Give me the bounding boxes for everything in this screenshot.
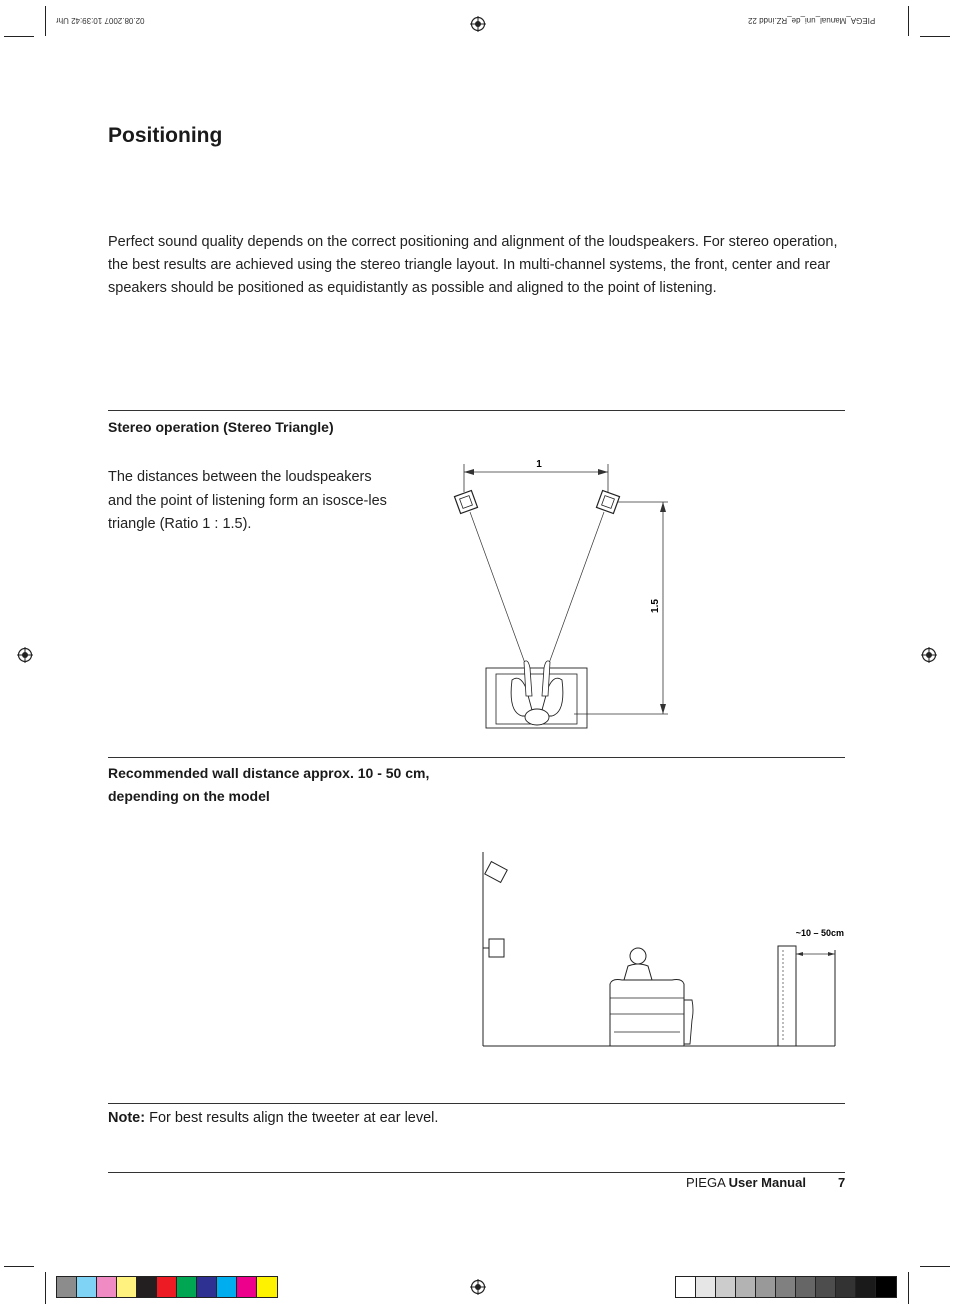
color-swatch xyxy=(57,1277,77,1297)
color-swatch xyxy=(157,1277,177,1297)
crop-mark xyxy=(4,1266,34,1267)
depth-dimension-label: 1.5 xyxy=(650,599,661,613)
crop-mark xyxy=(920,36,950,37)
color-swatch xyxy=(856,1277,876,1297)
stereo-description: The distances between the loudspeakers and the point of listening form an isosce-les triangle (Ratio 1 : 1.5). xyxy=(108,469,387,532)
listener-armchair-icon xyxy=(610,948,693,1046)
ceiling-speaker-icon xyxy=(485,862,507,883)
right-speaker-icon xyxy=(596,490,619,513)
note-text xyxy=(108,1110,438,1126)
section-divider xyxy=(108,1103,845,1104)
note-label: Note: xyxy=(108,1110,146,1126)
grayscale-control-bar xyxy=(675,1276,897,1298)
width-dimension-label: 1 xyxy=(536,459,542,470)
color-swatch xyxy=(117,1277,137,1297)
color-swatch xyxy=(217,1277,237,1297)
wall-speaker-icon xyxy=(489,939,504,957)
color-swatch xyxy=(177,1277,197,1297)
page-number: 7 xyxy=(838,1175,846,1190)
footer-title xyxy=(686,1175,806,1190)
registration-mark xyxy=(921,647,937,663)
color-swatch xyxy=(816,1277,836,1297)
crop-mark xyxy=(4,36,34,37)
page-title: Positioning xyxy=(108,124,223,147)
crop-mark xyxy=(45,1272,46,1304)
note-body: For best results align the tweeter at ear level. xyxy=(145,1110,439,1126)
footer-document: User Manual xyxy=(728,1175,806,1190)
color-control-bar xyxy=(56,1276,278,1298)
color-swatch xyxy=(836,1277,856,1297)
color-swatch xyxy=(776,1277,796,1297)
intro-paragraph: Perfect sound quality depends on the correct positioning and alignment of the loudspeakers. For stereo operation, the best results are achieved using the stereo triangle layout. In multi-channel systems, the front, center and rear speakers should be positioned as equidistantly as possible and aligned to the point of listening. xyxy=(108,234,838,296)
footer-divider xyxy=(108,1172,845,1173)
listener-chair-icon xyxy=(486,661,587,728)
registration-mark xyxy=(17,647,33,663)
color-swatch xyxy=(796,1277,816,1297)
wall-heading-line2: depending on the model xyxy=(108,788,270,804)
wall-distance-diagram xyxy=(478,850,850,1050)
color-swatch xyxy=(716,1277,736,1297)
slug-filename: PIEGA_Manual_uni_de_RZ.indd 22 xyxy=(748,16,876,25)
stereo-triangle-diagram xyxy=(450,452,680,732)
color-swatch xyxy=(257,1277,277,1297)
color-swatch xyxy=(736,1277,756,1297)
color-swatch xyxy=(676,1277,696,1297)
section-divider xyxy=(108,410,845,411)
left-speaker-icon xyxy=(454,490,477,513)
stereo-heading: Stereo operation (Stereo Triangle) xyxy=(108,419,334,435)
floor-speaker-icon xyxy=(778,946,796,1046)
color-swatch xyxy=(197,1277,217,1297)
footer-brand: PIEGA xyxy=(686,1175,726,1190)
color-swatch xyxy=(97,1277,117,1297)
wall-distance-label: ~10 – 50cm xyxy=(795,928,844,938)
crop-mark xyxy=(920,1266,950,1267)
color-swatch xyxy=(77,1277,97,1297)
color-swatch xyxy=(876,1277,896,1297)
crop-mark xyxy=(45,6,46,36)
registration-mark xyxy=(470,16,486,32)
crop-mark xyxy=(908,6,909,36)
color-swatch xyxy=(696,1277,716,1297)
color-swatch xyxy=(756,1277,776,1297)
color-swatch xyxy=(237,1277,257,1297)
registration-mark xyxy=(470,1279,486,1295)
slug-timestamp: 02.08.2007 10:39:42 Uhr xyxy=(56,16,145,25)
color-swatch xyxy=(137,1277,157,1297)
section-divider xyxy=(108,757,845,758)
wall-heading-line1: Recommended wall distance approx. 10 - 50 cm, xyxy=(108,765,430,781)
crop-mark xyxy=(908,1272,909,1304)
